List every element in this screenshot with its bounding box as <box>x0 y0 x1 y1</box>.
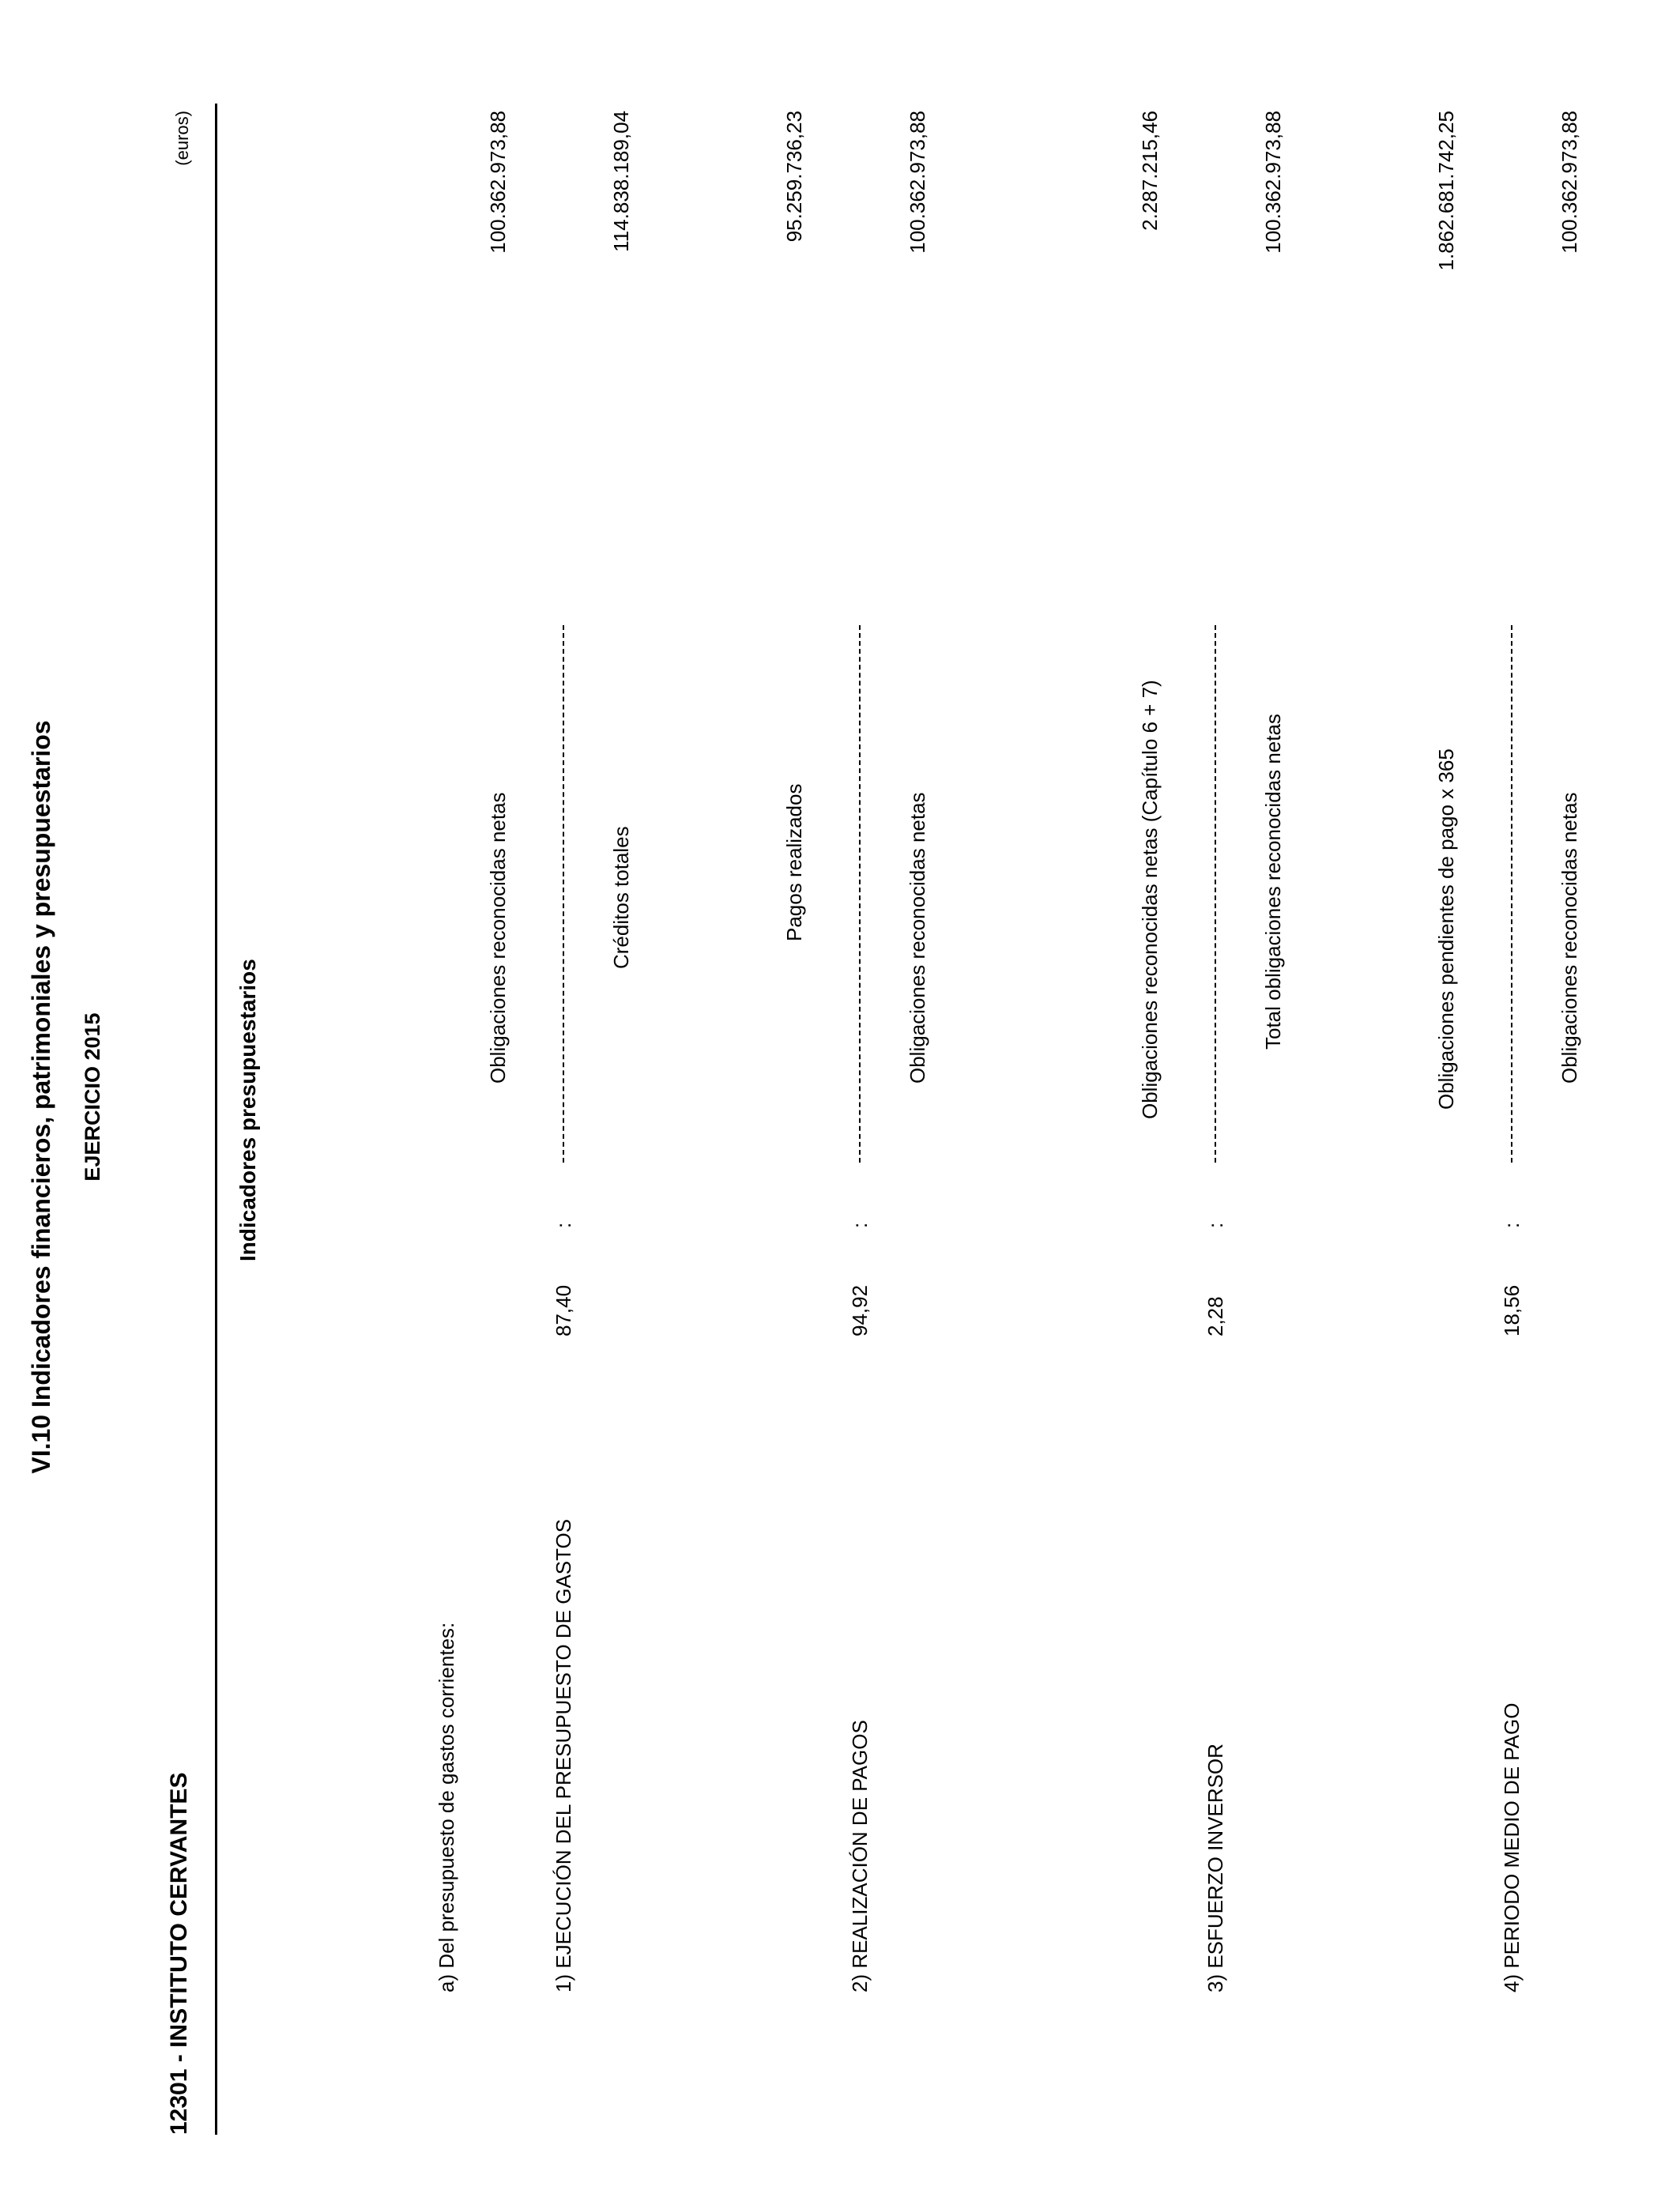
fraction-line <box>1511 625 1512 1163</box>
header-rule <box>215 104 217 2135</box>
numerator-label: Obligaciones reconocidas netas <box>486 792 510 1084</box>
denominator-label: Total obligaciones reconocidas netas <box>1261 714 1285 1050</box>
entity-name: 12301 - INSTITUTO CERVANTES <box>166 1772 192 2135</box>
indicator-value: 18,56 <box>1500 1284 1524 1336</box>
indicator-label: 1) EJECUCIÓN DEL PRESUPUESTO DE GASTOS <box>552 1518 575 1992</box>
indicator-label: 4) PERIODO MEDIO DE PAGO <box>1500 1702 1524 1992</box>
indicator-label: 3) ESFUERZO INVERSOR <box>1203 1744 1227 1992</box>
fraction-line <box>1215 625 1216 1163</box>
indicator-colon: : <box>1203 1222 1227 1228</box>
fraction-line <box>563 625 564 1163</box>
denominator-label: Obligaciones reconocidas netas <box>1558 792 1581 1084</box>
numerator-label: Obligaciones reconocidas netas (Capítulo 6 + 7) <box>1138 680 1162 1119</box>
indicator-value: 94,92 <box>848 1284 872 1336</box>
denominator-label: Créditos totales <box>609 826 633 969</box>
indicator-value: 2,28 <box>1203 1296 1227 1336</box>
page-subtitle: EJERCICIO 2015 <box>81 1012 104 1182</box>
currency-note: (euros) <box>172 111 192 166</box>
numerator-value: 95.259.736,23 <box>782 111 806 243</box>
denominator-value: 100.362.973,88 <box>906 111 929 254</box>
numerator-value: 1.862.681.742,25 <box>1434 111 1458 271</box>
numerator-label: Obligaciones pendientes de pago x 365 <box>1434 748 1458 1110</box>
numerator-value: 2.287.215,46 <box>1138 111 1162 231</box>
fraction-line <box>859 625 861 1163</box>
page-title: VI.10 Indicadores financieros, patrimoniales y presupuestarios <box>27 720 55 1474</box>
denominator-label: Obligaciones reconocidas netas <box>906 792 929 1084</box>
indicator-colon: : <box>1500 1222 1524 1228</box>
subsection-label: a) Del presupuesto de gastos corrientes: <box>435 1622 458 1992</box>
indicator-colon: : <box>552 1222 575 1228</box>
indicator-colon: : <box>848 1222 872 1228</box>
denominator-value: 100.362.973,88 <box>1261 111 1285 254</box>
section-title: Indicadores presupuestarios <box>235 959 260 1261</box>
indicator-value: 87,40 <box>552 1284 575 1336</box>
numerator-value: 100.362.973,88 <box>486 111 510 254</box>
denominator-value: 100.362.973,88 <box>1558 111 1581 254</box>
denominator-value: 114.838.189,04 <box>609 111 633 252</box>
numerator-label: Pagos realizados <box>782 783 806 941</box>
indicator-label: 2) REALIZACIÓN DE PAGOS <box>848 1720 872 1992</box>
